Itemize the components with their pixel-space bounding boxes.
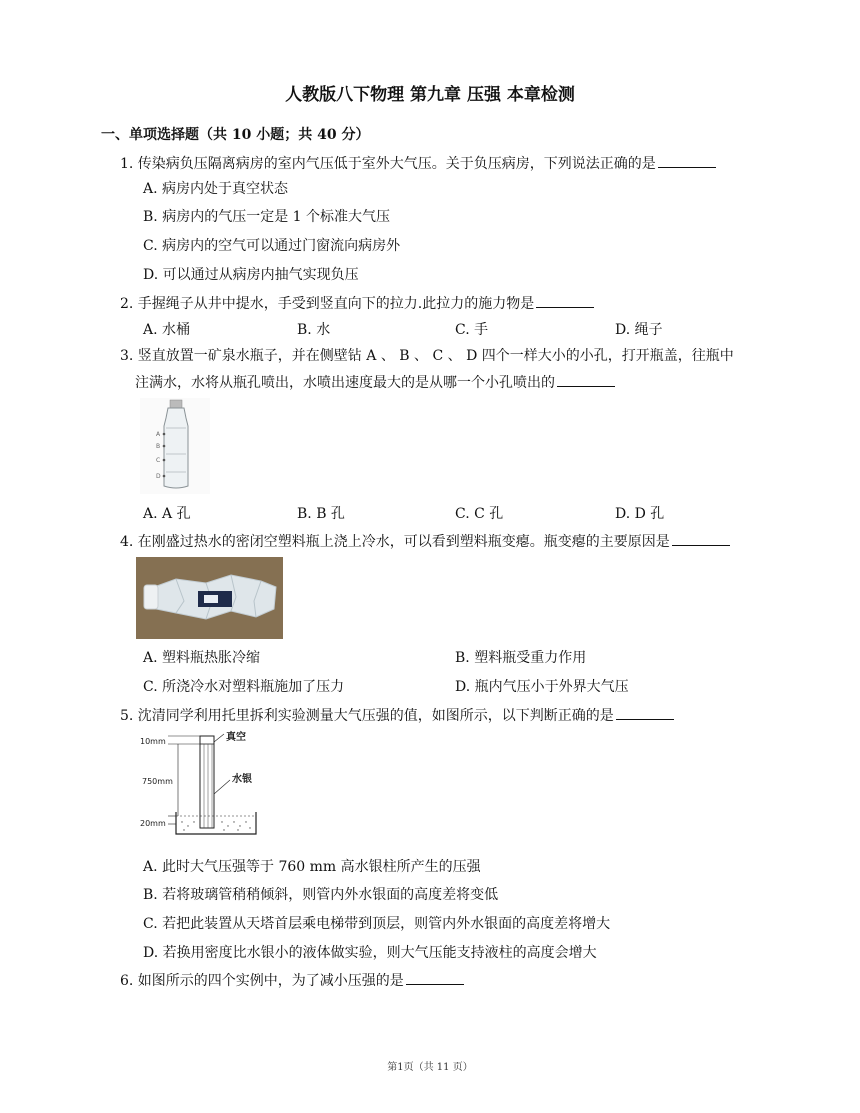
question-1-stem: 1. 传染病负压隔离病房的室内气压低于室外大气压。关于负压病房，下列说法正确的是 (120, 153, 716, 175)
torricelli-diagram (138, 730, 288, 840)
label-mercury: 水银 (232, 774, 252, 785)
answer-blank (616, 705, 674, 720)
bottle-figure (140, 398, 210, 494)
question-3-stem-line2: 注满水，水将从瓶孔喷出，水喷出速度最大的是从哪一个小孔喷出的 (135, 372, 615, 394)
q1-option-a: A. 病房内处于真空状态 (143, 181, 289, 197)
q4-option-a: A. 塑料瓶热胀冷缩 (143, 650, 261, 666)
question-4-stem: 4. 在刚盛过热水的密闭空塑料瓶上浇上冷水，可以看到塑料瓶变瘪。瓶变瘪的主要原因是 (120, 531, 730, 553)
answer-blank (536, 293, 594, 308)
q1-option-b: B. 病房内的气压一定是 1 个标准大气压 (143, 209, 390, 225)
q4-option-d: D. 瓶内气压小于外界大气压 (455, 679, 629, 695)
section-title: 一、单项选择题（共 10 小题；共 40 分） (101, 127, 370, 143)
label-vacuum: 真空 (226, 732, 246, 743)
svg-text:B: B (156, 443, 161, 450)
crushed-bottle-photo (136, 557, 283, 639)
question-5-stem: 5. 沈清同学利用托里拆利实验测量大气压强的值，如图所示，以下判断正确的是 (120, 705, 674, 727)
answer-blank (658, 153, 716, 168)
answer-blank (406, 970, 464, 985)
q1-option-d: D. 可以通过从病房内抽气实现负压 (143, 267, 359, 283)
page-title: 人教版八下物理 第九章 压强 本章检测 (285, 85, 575, 105)
svg-text:D: D (156, 473, 161, 480)
label-10mm: 10mm (140, 737, 166, 746)
question-3-stem-line1: 3. 竖直放置一矿泉水瓶子，并在侧壁钻 A 、 B 、 C 、 D 四个一样大小的小孔，打开瓶盖，往瓶中 (120, 348, 734, 364)
q5-option-a: A. 此时大气压强等于 760 mm 高水银柱所产生的压强 (143, 859, 481, 875)
q3-option-b: B. B 孔 (297, 506, 345, 522)
answer-blank (672, 531, 730, 546)
page-footer: 第1页（共 11 页） (387, 1062, 473, 1073)
q2-option-d: D. 绳子 (615, 322, 663, 338)
label-750mm: 750mm (142, 777, 173, 786)
q3-option-d: D. D 孔 (615, 506, 665, 522)
svg-text:C: C (156, 457, 161, 464)
answer-blank (557, 372, 615, 387)
q2-option-c: C. 手 (455, 322, 489, 338)
svg-text:A: A (156, 431, 161, 438)
label-20mm: 20mm (140, 819, 166, 828)
q4-option-c: C. 所浇冷水对塑料瓶施加了压力 (143, 679, 345, 695)
q3-option-c: C. C 孔 (455, 506, 504, 522)
q2-option-a: A. 水桶 (143, 322, 191, 338)
q4-option-b: B. 塑料瓶受重力作用 (455, 650, 587, 666)
q5-option-c: C. 若把此装置从天塔首层乘电梯带到顶层，则管内外水银面的高度差将增大 (143, 916, 611, 932)
question-2-stem: 2. 手握绳子从井中提水，手受到竖直向下的拉力.此拉力的施力物是 (120, 293, 594, 315)
q5-option-b: B. 若将玻璃管稍稍倾斜，则管内外水银面的高度差将变低 (143, 887, 499, 903)
q5-option-d: D. 若换用密度比水银小的液体做实验，则大气压能支持液柱的高度会增大 (143, 945, 597, 961)
question-6-stem: 6. 如图所示的四个实例中，为了减小压强的是 (120, 970, 464, 992)
q2-option-b: B. 水 (297, 322, 331, 338)
q1-option-c: C. 病房内的空气可以通过门窗流向病房外 (143, 238, 401, 254)
q3-option-a: A. A 孔 (143, 506, 191, 522)
